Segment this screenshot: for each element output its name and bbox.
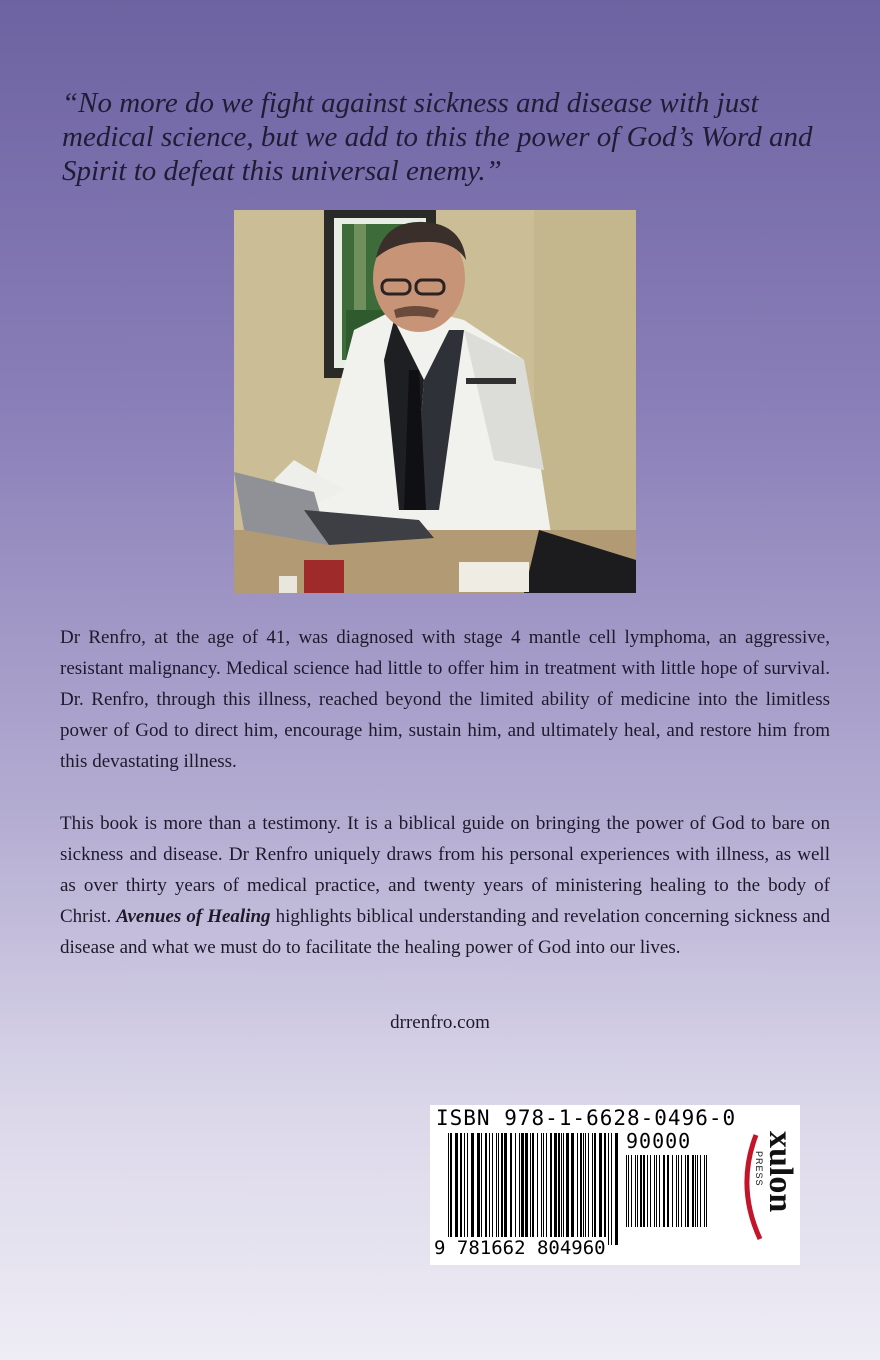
ean-digits: 9 781662 804960 bbox=[434, 1237, 606, 1259]
barcode-bar bbox=[647, 1155, 648, 1227]
barcode-bar bbox=[604, 1133, 606, 1245]
barcode-bar bbox=[643, 1155, 645, 1227]
barcode-bar bbox=[554, 1133, 557, 1245]
barcode-bar bbox=[628, 1155, 629, 1227]
barcode-bar bbox=[654, 1155, 655, 1227]
barcode-bar bbox=[599, 1133, 602, 1245]
barcode-bar bbox=[631, 1155, 632, 1227]
description-paragraph-2: This book is more than a testimony. It is a biblical guide on bringing the power of God to bare on sickness and disease. Dr Renfro uniquely draws from his personal experiences with illness, as well as over thirty years of medical practice, and twenty years of ministering healing to the body of Christ. Avenues of Healing highlights biblical understanding and revelation concerning sickness and disease and what we must do to facilitate the healing power of God into our lives. bbox=[60, 813, 830, 958]
barcode-bar bbox=[580, 1133, 582, 1245]
barcode-bar bbox=[650, 1155, 651, 1227]
barcode-bar bbox=[594, 1133, 596, 1245]
barcode-bar bbox=[656, 1155, 657, 1227]
barcode-bar bbox=[525, 1133, 528, 1245]
barcode-bar bbox=[678, 1155, 679, 1227]
barcode-bar bbox=[704, 1155, 705, 1227]
xulon-press-logo bbox=[726, 1127, 799, 1247]
barcode-bar bbox=[588, 1133, 589, 1245]
barcode-bar bbox=[667, 1155, 669, 1227]
publisher-logo-sub: PRESS bbox=[754, 1151, 764, 1187]
barcode-bar bbox=[608, 1133, 609, 1245]
barcode-bar bbox=[519, 1133, 520, 1245]
barcode-bar bbox=[521, 1133, 524, 1245]
barcode-bar bbox=[571, 1133, 574, 1245]
barcode-bar bbox=[635, 1155, 636, 1227]
barcode-bar bbox=[543, 1133, 544, 1245]
book-title: Avenues of Healing bbox=[116, 906, 271, 927]
barcode-bar bbox=[626, 1155, 627, 1227]
barcode-bar bbox=[489, 1133, 490, 1245]
barcode-bar bbox=[577, 1133, 578, 1245]
barcode-bar bbox=[467, 1133, 468, 1245]
barcode-bar bbox=[477, 1133, 480, 1245]
barcode-bar bbox=[692, 1155, 694, 1227]
barcode-bar bbox=[471, 1133, 474, 1245]
barcode-bar bbox=[611, 1133, 612, 1245]
barcode-bar bbox=[659, 1155, 660, 1227]
barcode-bar bbox=[498, 1133, 499, 1245]
barcode-bar bbox=[583, 1133, 584, 1245]
barcode-bar bbox=[450, 1133, 452, 1245]
barcode-bar bbox=[515, 1133, 516, 1245]
barcode-bar bbox=[504, 1133, 507, 1245]
isbn-number: ISBN 978-1-6628-0496-0 bbox=[436, 1106, 737, 1130]
publisher-logo-name: xulon bbox=[762, 1131, 799, 1213]
description-paragraph-1: Dr Renfro, at the age of 41, was diagnosed with stage 4 mantle cell lymphoma, an aggressive, resistant malignancy. Medical science had little to offer him in treatment with little hope of survival. Dr. Renfro, through this illness, reached beyond the limited ability of medicine into the limitless power of God to direct him, encourage him, sustain him, and ultimately heal, and restore him from this devastating illness. bbox=[60, 627, 830, 772]
barcode-bar bbox=[558, 1133, 560, 1245]
barcode-bar bbox=[563, 1133, 564, 1245]
author-photo bbox=[234, 210, 636, 593]
barcode-bar bbox=[561, 1133, 562, 1245]
barcode-bar bbox=[663, 1155, 665, 1227]
website-url: drrenfro.com bbox=[390, 1012, 490, 1033]
barcode-bar bbox=[455, 1133, 458, 1245]
barcode-bar bbox=[676, 1155, 677, 1227]
barcode-bar bbox=[485, 1133, 487, 1245]
isbn-barcode bbox=[430, 1105, 800, 1265]
addon-bars bbox=[626, 1155, 710, 1227]
barcode-bar bbox=[700, 1155, 701, 1227]
barcode-bar bbox=[496, 1133, 497, 1245]
barcode-bar bbox=[706, 1155, 707, 1227]
barcode-bar bbox=[532, 1133, 534, 1245]
barcode-bar bbox=[464, 1133, 465, 1245]
ean-bars bbox=[448, 1133, 623, 1251]
barcode-bar bbox=[537, 1133, 538, 1245]
barcode-bar bbox=[637, 1155, 638, 1227]
barcode-bar bbox=[550, 1133, 552, 1245]
barcode-bar bbox=[460, 1133, 462, 1245]
barcode-bar bbox=[672, 1155, 673, 1227]
barcode-bar bbox=[697, 1155, 698, 1227]
barcode-bar bbox=[566, 1133, 569, 1245]
barcode-bar bbox=[448, 1133, 449, 1245]
barcode-bar bbox=[685, 1155, 686, 1227]
barcode-bar bbox=[530, 1133, 531, 1245]
barcode-bar bbox=[501, 1133, 503, 1245]
barcode-bar bbox=[481, 1133, 482, 1245]
barcode-bar bbox=[592, 1133, 593, 1245]
barcode-bar bbox=[695, 1155, 696, 1227]
barcode-bar bbox=[585, 1133, 586, 1245]
barcode-bar bbox=[687, 1155, 689, 1227]
barcode-bar bbox=[541, 1133, 542, 1245]
barcode-bar bbox=[640, 1155, 642, 1227]
barcode-bar bbox=[510, 1133, 512, 1245]
price-addon-number: 90000 bbox=[626, 1129, 692, 1153]
back-cover-quote: “No more do we fight against sickness and disease with just medical science, but we add to this the power of God’s Word and Spirit to defeat this universal enemy.” bbox=[62, 87, 813, 187]
barcode-bar bbox=[546, 1133, 547, 1245]
barcode-bar bbox=[681, 1155, 682, 1227]
barcode-bar bbox=[615, 1133, 618, 1245]
barcode-bar bbox=[492, 1133, 493, 1245]
